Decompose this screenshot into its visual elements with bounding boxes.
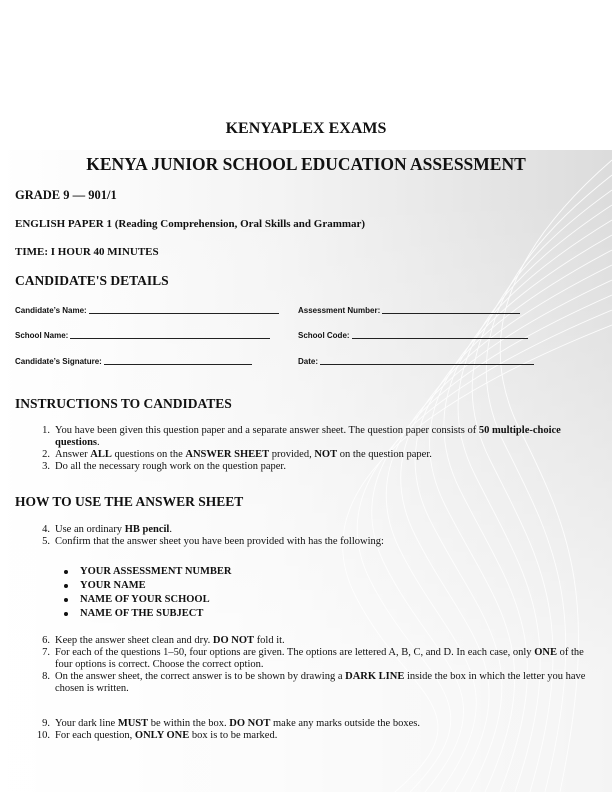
exam-title: KENYA JUNIOR SCHOOL EDUCATION ASSESSMENT (86, 154, 526, 174)
candidate-name-field: Candidate’s Name: (15, 306, 279, 315)
instruction-item: 3. Do all the necessary rough work on the question paper. (42, 461, 286, 472)
candidate-signature-line (104, 364, 252, 365)
date-line (320, 364, 534, 365)
instruction-item: 1. You have been given this question paper and a separate answer sheet. The question paper consists of 50 multiple-choice questions. (42, 425, 561, 448)
instruction-item: 10. For each question, ONLY ONE box is to be marked. (36, 730, 278, 741)
school-code-line (352, 338, 528, 339)
bullet-icon (64, 584, 68, 588)
checklist-item: NAME OF YOUR SCHOOL (64, 593, 232, 607)
candidate-signature-field: Candidate’s Signature: (15, 357, 252, 366)
candidate-name-line (89, 313, 279, 314)
answer-sheet-list-c (15, 718, 600, 742)
instruction-item: 8. On the answer sheet, the correct answer is to be shown by drawing a DARK LINE inside the box in which the letter you have chosen is written. (42, 671, 586, 694)
paper-name: ENGLISH PAPER 1 (Reading Comprehension, Oral Skills and Grammar) (15, 218, 366, 230)
instructions-list (15, 425, 600, 473)
assessment-number-line (382, 313, 520, 314)
assessment-number-field: Assessment Number: (298, 306, 520, 315)
instruction-item: 6. Keep the answer sheet clean and dry. DO NOT fold it. (42, 635, 285, 646)
answer-sheet-list-a (15, 524, 600, 548)
time-allowed: TIME: I HOUR 40 MINUTES (15, 246, 159, 258)
bullet-icon (64, 598, 68, 602)
checklist-item: YOUR NAME (64, 579, 232, 593)
instruction-item: 7. For each of the questions 1–50, four options are given. The options are lettered A, B, C, and D. In each case, only ONE of the four options is correct. Choose the correct option. (42, 647, 584, 670)
school-name-field: School Name: (15, 331, 270, 340)
answer-sheet-checklist (64, 565, 232, 621)
instructions-heading: INSTRUCTIONS TO CANDIDATES (15, 396, 232, 411)
date-field: Date: (298, 357, 534, 366)
instruction-item: 5. Confirm that the answer sheet you have been provided with has the following: (42, 536, 384, 547)
school-name-line (70, 338, 270, 339)
exam-organization: KENYAPLEX EXAMS (225, 120, 387, 137)
answer-sheet-list-b (15, 635, 600, 695)
answer-sheet-heading: HOW TO USE THE ANSWER SHEET (15, 494, 244, 509)
bullet-icon (64, 570, 68, 574)
instruction-item: 2. Answer ALL questions on the ANSWER SHEET provided, NOT on the question paper. (42, 449, 432, 460)
school-code-field: School Code: (298, 331, 528, 340)
checklist-item: NAME OF THE SUBJECT (64, 607, 232, 621)
grade-code: GRADE 9 — 901/1 (15, 188, 117, 202)
instruction-item: 4. Use an ordinary HB pencil. (42, 524, 172, 535)
checklist-item: YOUR ASSESSMENT NUMBER (64, 565, 232, 579)
candidate-details-heading: CANDIDATE'S DETAILS (15, 273, 169, 288)
instruction-item: 9. Your dark line MUST be within the box. DO NOT make any marks outside the boxes. (42, 718, 420, 729)
bullet-icon (64, 612, 68, 616)
